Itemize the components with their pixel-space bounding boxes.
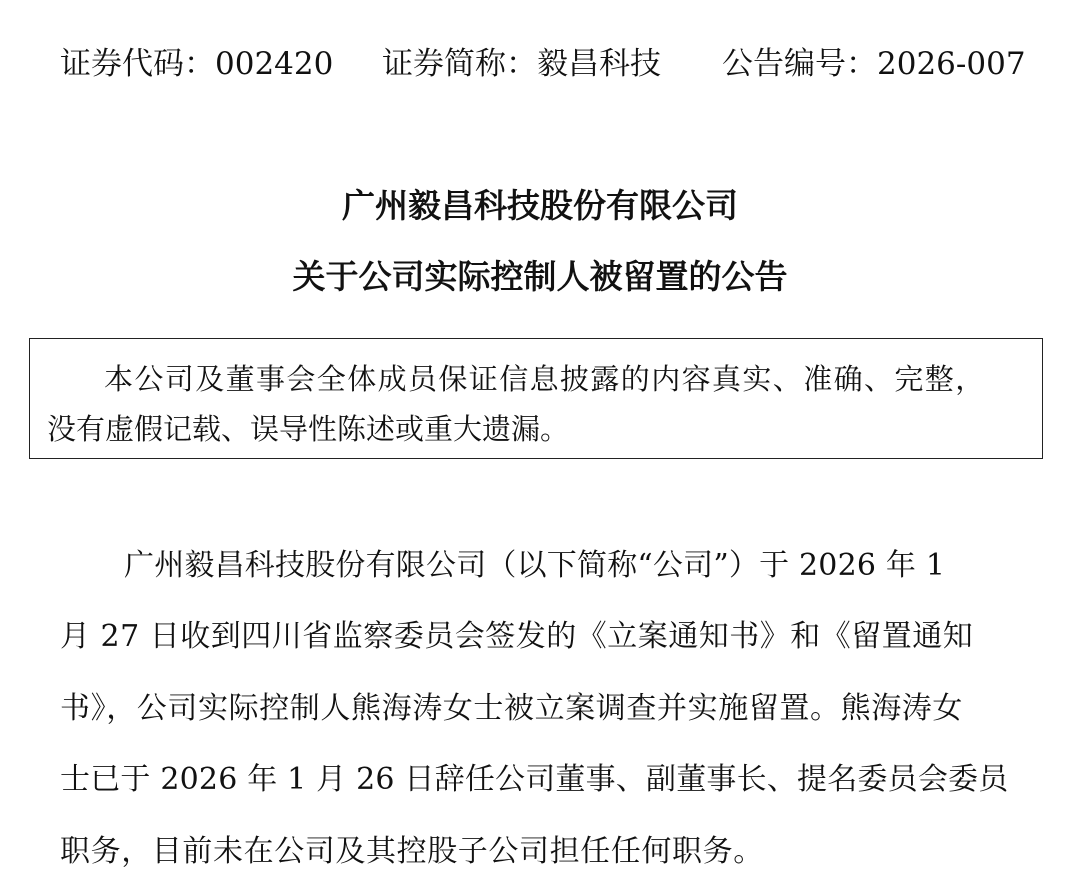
announcement-title: 关于公司实际控制人被留置的公告 (292, 257, 788, 296)
security-abbreviation: 证券简称：毅昌科技 (382, 46, 661, 82)
body-paragraph-line: 书》，公司实际控制人熊海涛女士被立案调查并实施留置。熊海涛女 (60, 691, 963, 726)
notice-number: 公告编号：2026-007 (722, 46, 1026, 82)
body-paragraph-line: 士已于 2026 年 1 月 26 日辞任公司董事、副董事长、提名委员会委员 (60, 762, 1009, 797)
body-paragraph-line: 月 27 日收到四川省监察委员会签发的《立案通知书》和《留置通知 (60, 619, 974, 654)
disclaimer-line: 没有虚假记载、误导性陈述或重大遗漏。 (47, 412, 570, 446)
security-code: 证券代码：002420 (60, 46, 334, 82)
company-name-title: 广州毅昌科技股份有限公司 (342, 186, 738, 225)
disclaimer-box (29, 338, 1043, 459)
announcement-header (60, 40, 1026, 88)
body-paragraph-line: 职务，目前未在公司及其控股子公司担任任何职务。 (60, 834, 764, 869)
body-paragraph-line: 广州毅昌科技股份有限公司（以下简称“公司”）于 2026 年 1 (124, 548, 946, 583)
disclaimer-line: 本公司及董事会全体成员保证信息披露的内容真实、准确、完整， (104, 362, 986, 396)
